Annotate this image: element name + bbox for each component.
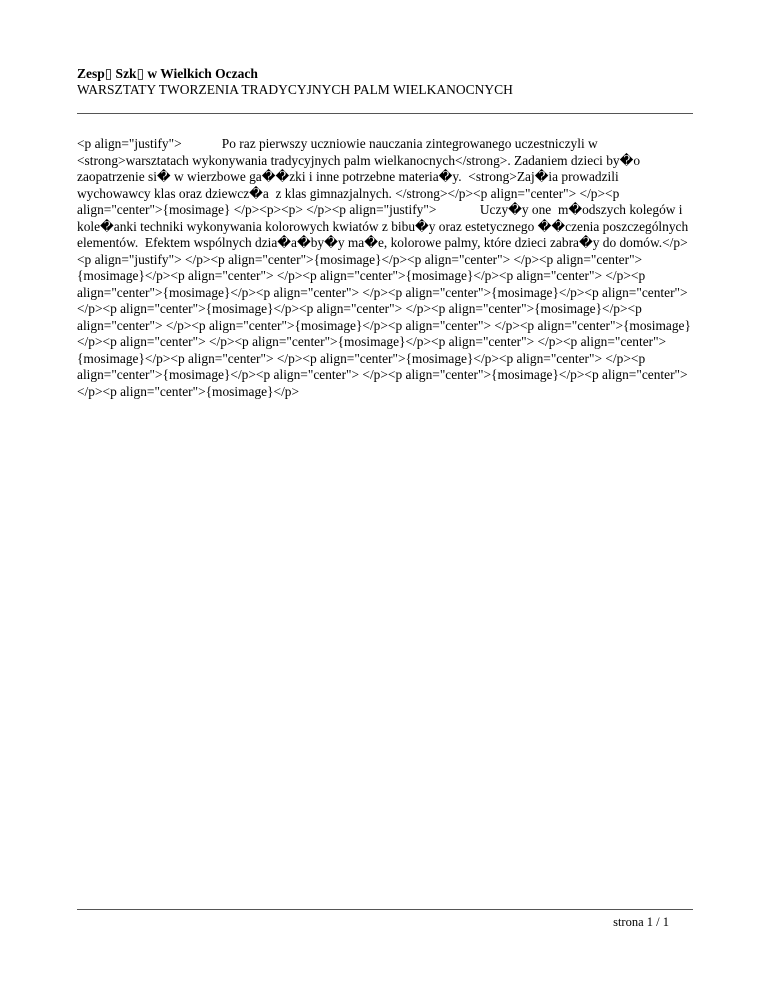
article-body: <p align="justify"> Po raz pierwszy uczniowie nauczania zintegrowanego uczestniczyli w <strong>warsztatach wykonywania tradycyjnych palm wielkanocnych</strong>. Zadaniem dzieci by�o zaopatrzenie si� w wierzbowe ga��zki i inne potrzebne materia�y. <strong>Zaj�ia prowadzili wychowawcy klas oraz dziewcz�a z klas gimnazjalnych. </strong></p><p align="center"> </p><p align="center">{mosimage} </p><p><p> </p><p align="justify"> Uczy�y one m�odszych kolegów i kole�anki techniki wykonywania kolorowych kwiatów z bibu�y oraz estetycznego ��czenia poszczególnych elementów. Efektem wspólnych dzia�a�by�y ma�e, kolorowe palmy, które dzieci zabra�y do domów.</p><p align="justify"> </p><p align="center">{mosimage}</p><p align="center"> </p><p align="center">{mosimage}</p><p align="center"> </p><p align="center">{mosimage}</p><p align="center"> </p><p align="center">{mosimage}</p><p align="center"> </p><p align="center">{mosimage}</p><p align="center"> </p><p align="center">{mosimage}</p><p align="center"> </p><p align="center">{mosimage}</p><p align="center"> </p><p align="center">{mosimage}</p><p align="center"> </p><p align="center">{mosimage}</p><p align="center"> </p><p align="center">{mosimage}</p><p align="center"> </p><p align="center">{mosimage}</p><p align="center"> </p><p align="center">{mosimage}</p><p align="center"> </p><p align="center">{mosimage}</p><p align="center"> </p><p align="center">{mosimage}</p><p align="center"> </p><p align="center">{mosimage}</p>	[77, 136, 692, 399]
header-divider	[77, 113, 693, 114]
page-number: strona 1 / 1	[613, 915, 669, 929]
document-header	[77, 66, 697, 98]
footer-divider	[77, 909, 693, 910]
document-title: WARSZTATY TWORZENIA TRADYCYJNYCH PALM WIELKANOCNYCH	[77, 82, 513, 97]
organization-name: Zesp▯ Szk▯ w Wielkich Oczach	[77, 66, 258, 81]
